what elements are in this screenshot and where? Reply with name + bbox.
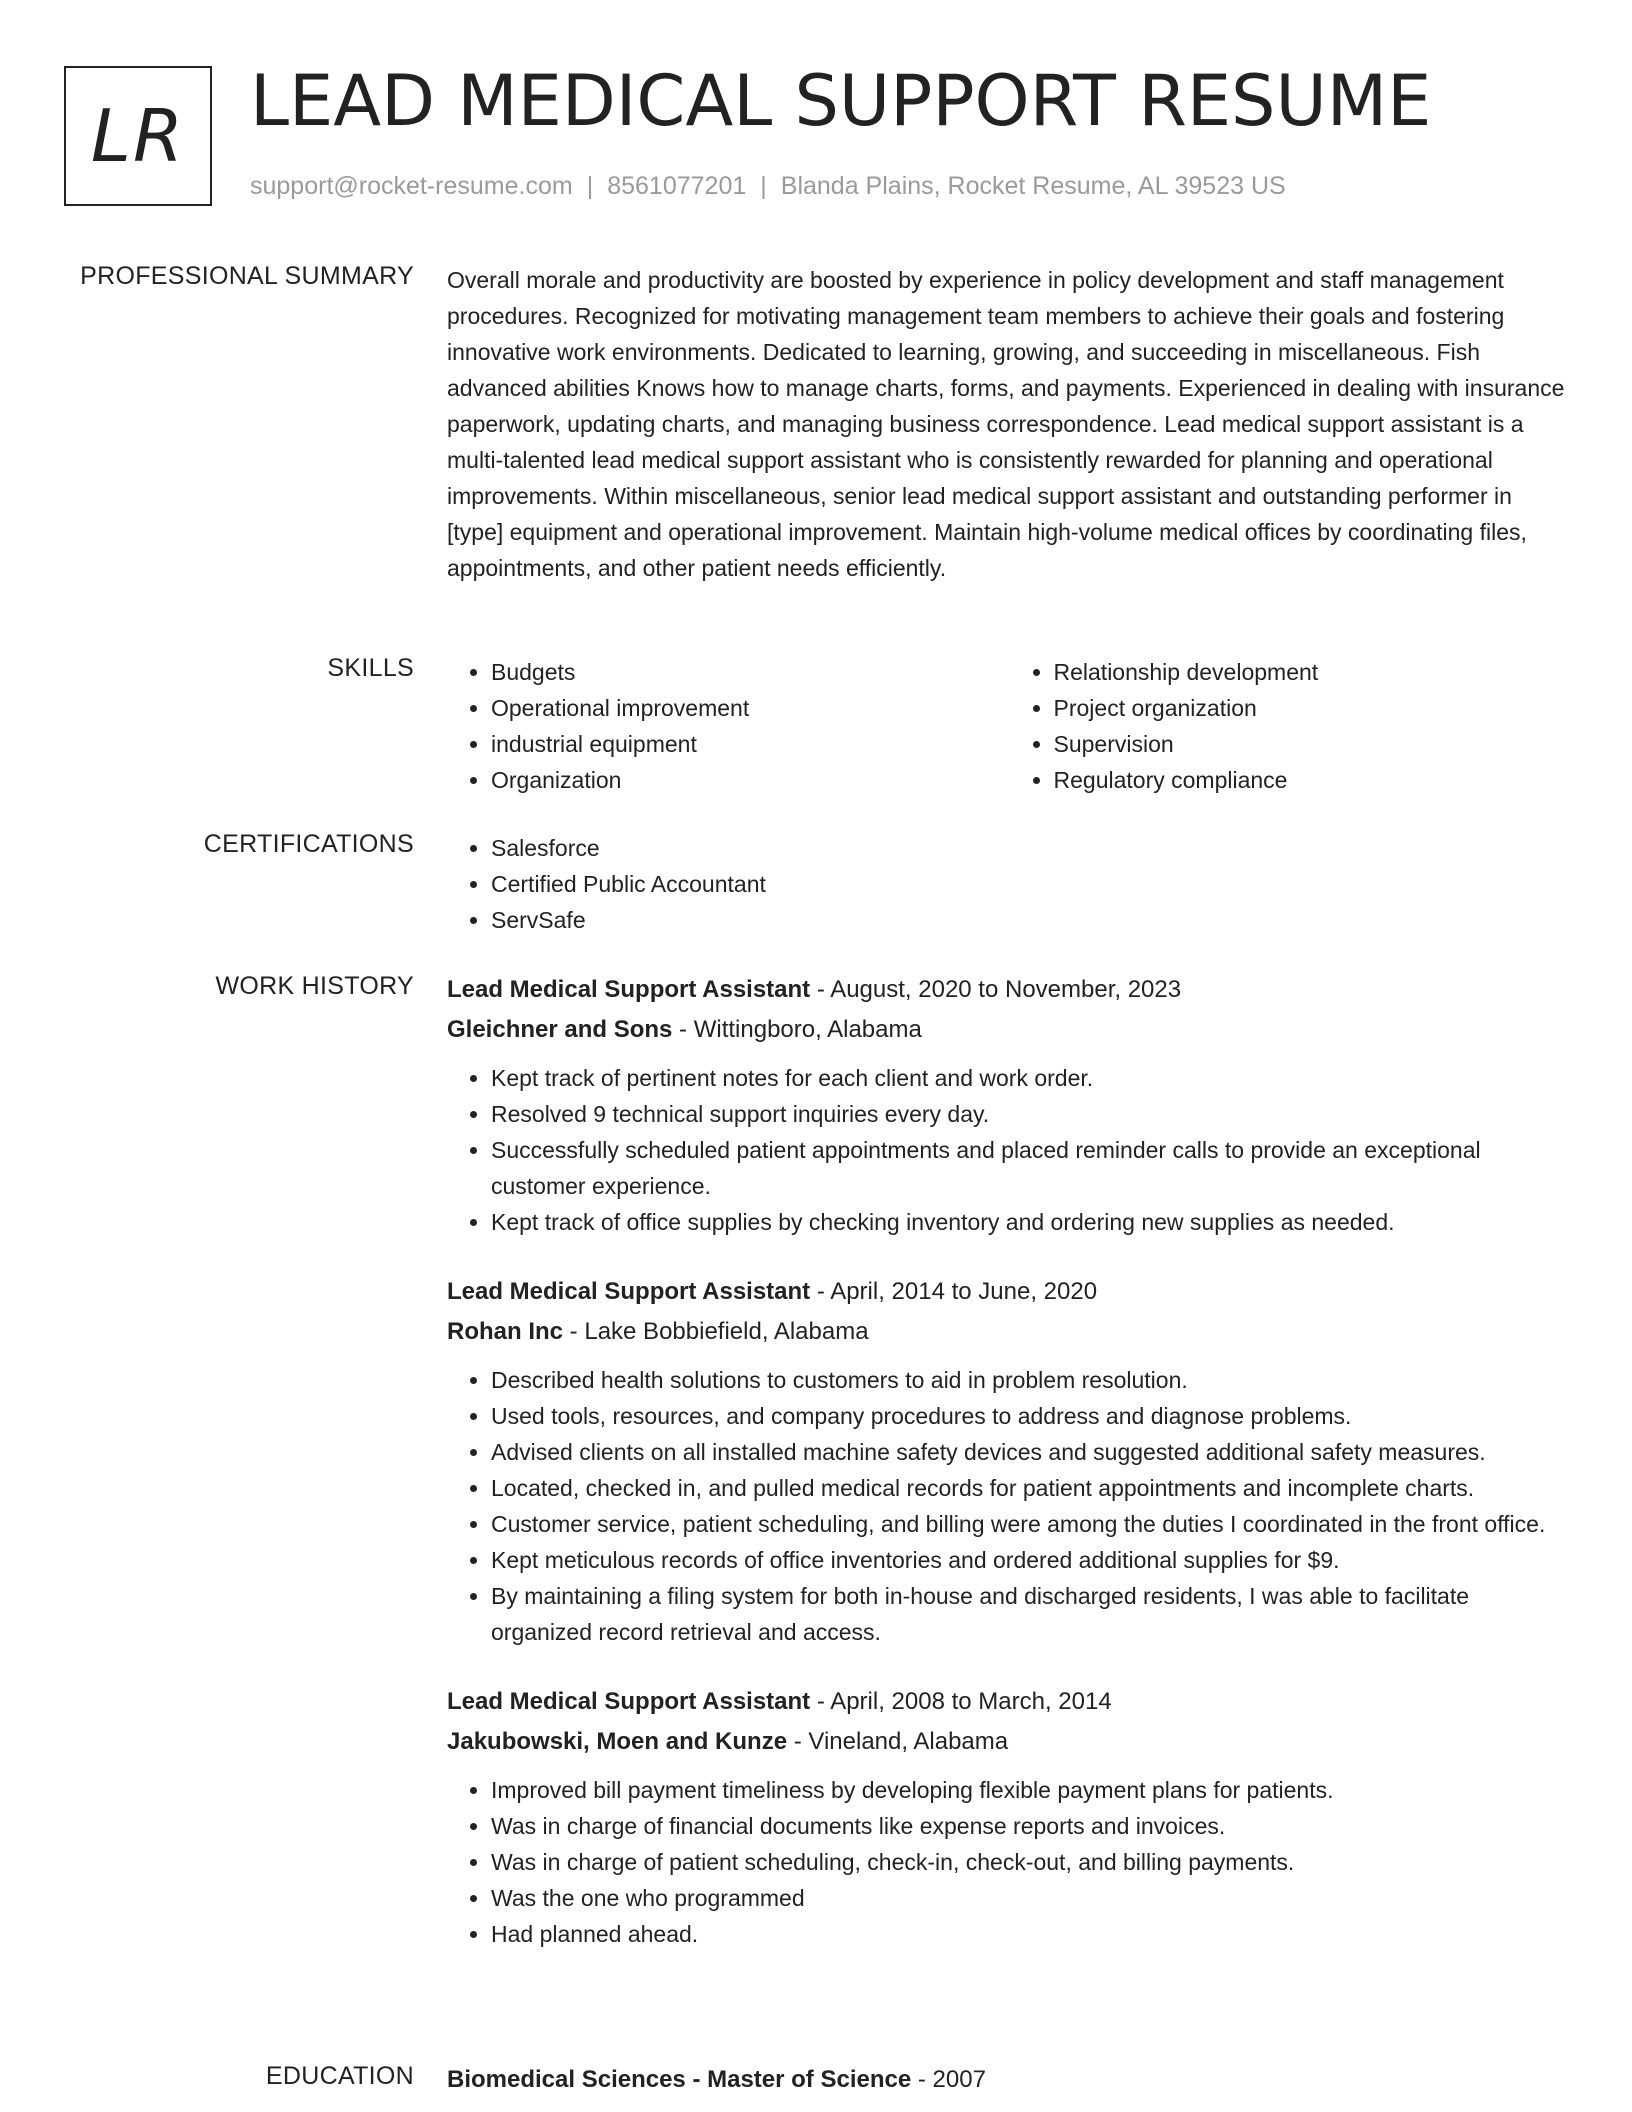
job-bullets xyxy=(447,1060,1572,1240)
job-title: Lead Medical Support Assistant xyxy=(447,1278,811,1305)
work-history-heading: WORK HISTORY xyxy=(215,972,414,1000)
job-company-line xyxy=(447,1722,1572,1762)
job-dates: - April, 2008 to March, 2014 xyxy=(810,1688,1112,1715)
summary-text: Overall morale and productivity are boosted by experience in policy development and staff management procedures. Recognized for motivating management team members to achieve their goals and fostering innovative work environments. Dedicated to learning, growing, and succeeding in miscellaneous. Fish advanced abilities Knows how to manage charts, forms, and payments. Experienced in dealing with insurance paperwork, updating charts, and managing business correspondence. Lead medical support assistant is a multi-talented lead medical support assistant who is consistently rewarded for planning and operational improvements. Within miscellaneous, senior lead medical support assistant and outstanding performer in [type] equipment and operational improvement. Maintain high-volume medical offices by coordinating files, appointments, and other patient needs efficiently. xyxy=(447,267,1565,581)
job-entry xyxy=(447,970,1572,1240)
job-dates: - April, 2014 to June, 2020 xyxy=(810,1278,1098,1305)
job-company: Jakubowski, Moen and Kunze xyxy=(447,1728,788,1755)
job-title: Lead Medical Support Assistant xyxy=(447,1688,811,1715)
skill-item: • Relationship development xyxy=(1054,654,1573,690)
work-history-list xyxy=(447,970,1572,1984)
education-line xyxy=(447,2060,1572,2100)
job-bullet: • Resolved 9 technical support inquiries every day. xyxy=(491,1096,1572,1132)
job-title-line xyxy=(447,1272,1572,1312)
job-bullet: • Was the one who programmed xyxy=(491,1880,1572,1916)
contact-separator: | xyxy=(760,172,767,200)
contact-phone[interactable]: 8561077201 xyxy=(607,172,747,200)
skill-item: • Organization xyxy=(491,762,1010,798)
skill-item: • industrial equipment xyxy=(491,726,1010,762)
job-entry xyxy=(447,1272,1572,1650)
job-bullet: • Improved bill payment timeliness by developing flexible payment plans for patients. xyxy=(491,1772,1572,1808)
monogram-logo: LR xyxy=(64,66,212,206)
skill-item: • Budgets xyxy=(491,654,1010,690)
job-company: Rohan Inc xyxy=(447,1318,564,1345)
job-bullet: • Advised clients on all installed machine safety devices and suggested additional safety measures. xyxy=(491,1434,1572,1470)
contact-separator: | xyxy=(586,172,594,200)
contact-line xyxy=(250,172,1286,201)
job-bullet: • Customer service, patient scheduling, and billing were among the duties I coordinated in the front office. xyxy=(491,1506,1572,1542)
summary-heading: PROFESSIONAL SUMMARY xyxy=(80,262,414,290)
job-bullet: • Described health solutions to customers to aid in problem resolution. xyxy=(491,1362,1572,1398)
skills-column-1 xyxy=(447,654,1010,798)
skills-heading: SKILLS xyxy=(327,654,414,682)
job-dates: - August, 2020 to November, 2023 xyxy=(810,976,1182,1003)
skills-list xyxy=(447,654,1572,798)
education-year: - 2007 xyxy=(911,2066,986,2093)
job-title-line xyxy=(447,1682,1572,1722)
resume-header xyxy=(64,60,1568,216)
job-company: Gleichner and Sons xyxy=(447,1016,673,1043)
certification-item: • ServSafe xyxy=(491,902,1572,938)
skills-column-2 xyxy=(1010,654,1573,798)
certification-item: • Certified Public Accountant xyxy=(491,866,1572,902)
job-bullet: • Was in charge of financial documents like expense reports and invoices. xyxy=(491,1808,1572,1844)
skill-item: • Project organization xyxy=(1054,690,1573,726)
job-bullet: • Used tools, resources, and company procedures to address and diagnose problems. xyxy=(491,1398,1572,1434)
skill-item: • Regulatory compliance xyxy=(1054,762,1573,798)
education-entry xyxy=(447,2060,1572,2100)
job-location: - Wittingboro, Alabama xyxy=(672,1016,922,1043)
job-bullet: • Successfully scheduled patient appointments and placed reminder calls to provide an exceptional customer experience. xyxy=(491,1132,1572,1204)
contact-address: Blanda Plains, Rocket Resume, AL 39523 US xyxy=(780,172,1286,200)
job-title-line xyxy=(447,970,1572,1010)
job-bullet: • Kept track of office supplies by checking inventory and ordering new supplies as needed. xyxy=(491,1204,1572,1240)
job-company-line xyxy=(447,1010,1572,1050)
job-title: Lead Medical Support Assistant xyxy=(447,976,811,1003)
job-location: - Lake Bobbiefield, Alabama xyxy=(563,1318,869,1345)
certifications-list xyxy=(447,830,1572,938)
skill-item: • Supervision xyxy=(1054,726,1573,762)
job-bullet: • Was in charge of patient scheduling, check-in, check-out, and billing payments. xyxy=(491,1844,1572,1880)
job-entry xyxy=(447,1682,1572,1952)
education-degree: Biomedical Sciences - Master of Science xyxy=(447,2066,912,2093)
job-company-line xyxy=(447,1312,1572,1352)
job-bullet: • Kept meticulous records of office inventories and ordered additional supplies for $9. xyxy=(491,1542,1572,1578)
certifications-heading: CERTIFICATIONS xyxy=(203,830,414,858)
contact-email[interactable]: support@rocket-resume.com xyxy=(250,172,573,200)
page-title: LEAD MEDICAL SUPPORT RESUME xyxy=(250,60,1432,142)
certification-item: • Salesforce xyxy=(491,830,1572,866)
job-bullet: • Kept track of pertinent notes for each client and work order. xyxy=(491,1060,1572,1096)
job-bullet: • Located, checked in, and pulled medical records for patient appointments and incomplete charts. xyxy=(491,1470,1572,1506)
job-bullet: • Had planned ahead. xyxy=(491,1916,1572,1952)
job-bullets xyxy=(447,1772,1572,1952)
skill-item: • Operational improvement xyxy=(491,690,1010,726)
job-bullets xyxy=(447,1362,1572,1650)
job-bullet: • By maintaining a filing system for both in-house and discharged residents, I was able to facilitate organized record retrieval and access. xyxy=(491,1578,1572,1650)
education-heading: EDUCATION xyxy=(265,2062,414,2090)
job-location: - Vineland, Alabama xyxy=(787,1728,1009,1755)
